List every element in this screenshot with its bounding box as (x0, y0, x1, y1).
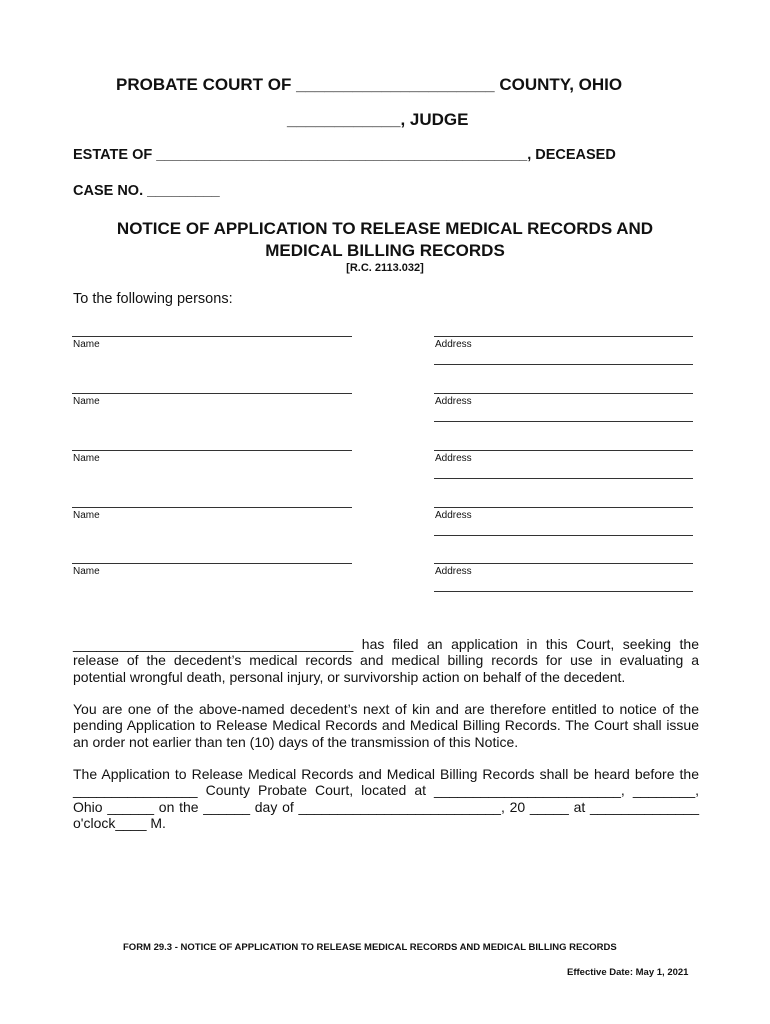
address-line[interactable] (434, 336, 693, 337)
name-label: Name (73, 396, 100, 407)
address-line[interactable] (434, 450, 693, 451)
effective-date: Effective Date: May 1, 2021 (567, 967, 689, 978)
judge-heading: ____________, JUDGE (287, 110, 469, 129)
address-line-2[interactable] (434, 421, 693, 422)
address-line-2[interactable] (434, 535, 693, 536)
name-line[interactable] (72, 336, 352, 337)
case-number-line: CASE NO. _________ (73, 183, 220, 199)
estate-line: ESTATE OF ______________________________________________, DECEASED (73, 147, 616, 163)
address-label: Address (435, 566, 472, 577)
notice-title-line2: MEDICAL BILLING RECORDS (265, 241, 505, 260)
notice-title-line1: NOTICE OF APPLICATION TO RELEASE MEDICAL RECORDS AND (116, 219, 654, 238)
name-line[interactable] (72, 393, 352, 394)
address-line-2[interactable] (434, 591, 693, 592)
address-line[interactable] (434, 507, 693, 508)
next-of-kin-paragraph: You are one of the above-named decedent’s next of kin and are therefore entitled to notice of the pending Application to Release Medical Records and Medical Billing Records. The Court shall issue an order not earlier than ten (10) days of the transmission of this Notice. (73, 701, 699, 750)
name-label: Name (73, 566, 100, 577)
application-paragraph: ____________________________________ has filed an application in this Court, seeking the release of the decedent’s medical records and medical billing records for use in evaluating a potential wrongful death, personal injury, or survivorship action on behalf of the decedent. (73, 636, 699, 685)
hearing-paragraph: The Application to Release Medical Records and Medical Billing Records shall be heard before the ________________ County Probate Court, located at ________________________, ________, Ohio ______ on the ______ day of __________________________, 20 _____ at ______________ o'clock____ M. (73, 766, 699, 831)
name-label: Name (73, 339, 100, 350)
address-label: Address (435, 396, 472, 407)
address-line-2[interactable] (434, 364, 693, 365)
statute-reference: [R.C. 2113.032] (346, 262, 424, 274)
address-line[interactable] (434, 563, 693, 564)
address-label: Address (435, 453, 472, 464)
name-label: Name (73, 453, 100, 464)
court-heading: PROBATE COURT OF _____________________ COUNTY, OHIO (116, 75, 623, 94)
name-label: Name (73, 510, 100, 521)
address-label: Address (435, 510, 472, 521)
recipients-intro: To the following persons: (73, 291, 233, 307)
address-label: Address (435, 339, 472, 350)
form-footer-title: FORM 29.3 - NOTICE OF APPLICATION TO RELEASE MEDICAL RECORDS AND MEDICAL BILLING RECORDS (123, 942, 617, 953)
address-line[interactable] (434, 393, 693, 394)
address-line-2[interactable] (434, 478, 693, 479)
name-line[interactable] (72, 507, 352, 508)
name-line[interactable] (72, 450, 352, 451)
name-line[interactable] (72, 563, 352, 564)
